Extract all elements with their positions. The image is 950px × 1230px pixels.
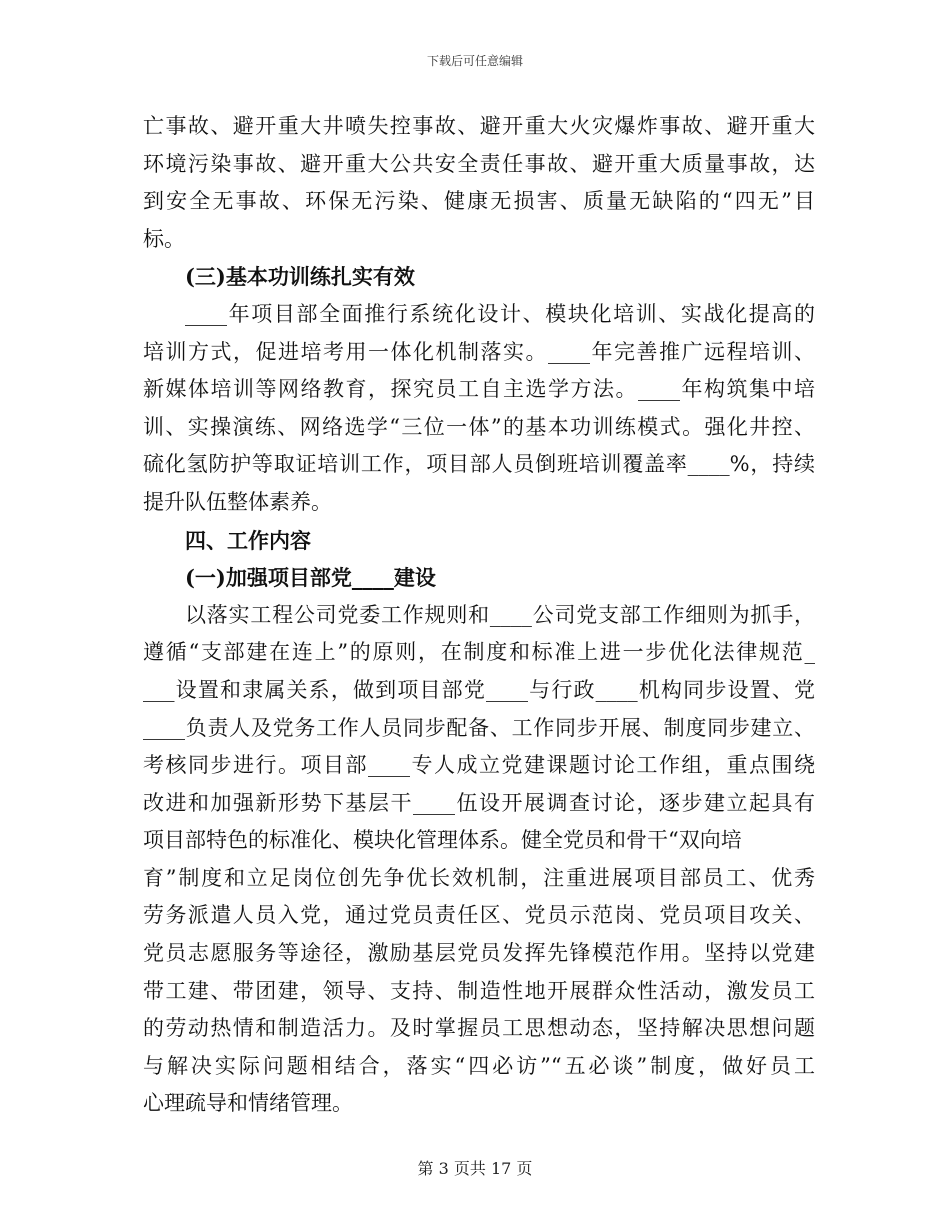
- body-line: ____年项目部全面推行系统化设计、模块化培训、实战化提高的: [185, 301, 815, 326]
- body-line: 与解决实际问题相结合，落实“四必访”“五必谈”制度，做好员工: [143, 1053, 815, 1078]
- section-heading-three: (三)基本功训练扎实有效: [185, 264, 415, 290]
- body-line: 党员志愿服务等途径，激励基层党员发挥先锋模范作用。坚持以党建: [143, 941, 815, 966]
- document-body: [143, 108, 815, 1123]
- body-line: 项目部特色的标准化、模块化管理体系。健全党员和骨干“双向培: [143, 828, 742, 853]
- body-line: 心理疏导和情绪管理。: [143, 1091, 353, 1116]
- body-line: 提升队伍整体素养。: [143, 489, 332, 514]
- body-line: 以落实工程公司党委工作规则和____公司党支部工作细则为抓手，: [185, 602, 815, 627]
- body-line: 训、实操演练、网络选学“三位一体”的基本功训练模式。强化井控、: [143, 414, 815, 439]
- body-line: 考核同步进行。项目部____专人成立党建课题讨论工作组，重点围绕: [143, 753, 815, 778]
- body-line: 改进和加强新形势下基层干____伍设开展调查讨论，逐步建立起具有: [143, 790, 815, 815]
- body-line: ___设置和隶属关系，做到项目部党____与行政____机构同步设置、党: [143, 677, 815, 702]
- page-number: 第 3 页共 17 页: [417, 1159, 533, 1178]
- body-line: 标。: [143, 226, 185, 251]
- body-line: 环境污染事故、避开重大公共安全责任事故、避开重大质量事故，达: [143, 151, 815, 176]
- body-line: 新媒体培训等网络教育，探究员工自主选学方法。____年构筑集中培: [143, 377, 815, 402]
- body-line: 硫化氢防护等取证培训工作，项目部人员倒班培训覆盖率____%，持续: [143, 452, 815, 477]
- page-header: 下载后可任意编辑: [426, 54, 523, 68]
- body-line: 到安全无事故、环保无污染、健康无损害、质量无缺陷的“四无”目: [143, 189, 815, 214]
- body-line: 带工建、带团建，领导、支持、制造性地开展群众性活动，激发员工: [143, 978, 815, 1003]
- body-line: ____负责人及党务工作人员同步配备、工作同步开展、制度同步建立、: [143, 715, 815, 740]
- body-line: 育”制度和立足岗位创先争优长效机制，注重进展项目部员工、优秀: [143, 865, 815, 890]
- body-line: 的劳动热情和制造活力。及时掌握员工思想动态，坚持解决思想问题: [143, 1016, 815, 1041]
- body-line: 培训方式，促进培考用一体化机制落实。____年完善推广远程培训、: [143, 339, 815, 364]
- body-line: 遵循“支部建在连上”的原则，在制度和标准上进一步优化法律规范_: [143, 640, 815, 665]
- body-line: 亡事故、避开重大井喷失控事故、避开重大火灾爆炸事故、避开重大: [143, 114, 815, 138]
- section-heading-one: (一)加强项目部党____建设: [185, 565, 436, 591]
- body-line: 劳务派遣人员入党，通过党员责任区、党员示范岗、党员项目攻关、: [143, 903, 815, 928]
- section-heading-four: 四、工作内容: [185, 527, 311, 553]
